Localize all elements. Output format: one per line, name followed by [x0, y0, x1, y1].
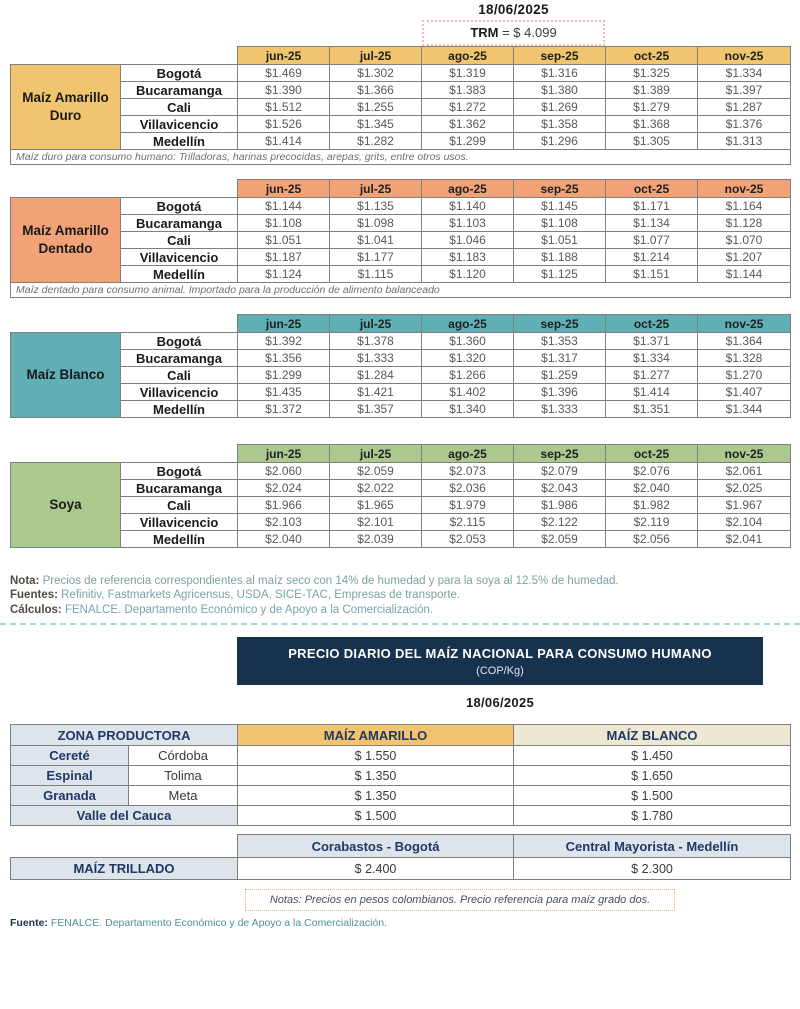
price-cell: $1.469 — [238, 65, 330, 82]
table-row — [11, 350, 791, 367]
price-cell: $1.128 — [698, 215, 791, 232]
department-cell: Meta — [129, 786, 238, 806]
trm-value: = $ 4.099 — [498, 25, 557, 40]
city-label: Bucaramanga — [121, 82, 238, 99]
month-header: ago-25 — [422, 47, 514, 65]
city-label: Cali — [121, 99, 238, 116]
price-cell: $1.125 — [514, 266, 606, 283]
price-cell: $1.317 — [514, 350, 606, 367]
trm-label: TRM — [470, 25, 499, 40]
price-cell: $1.364 — [698, 333, 791, 350]
daily-section-title-box — [237, 637, 763, 685]
note-label: Nota: — [10, 575, 40, 587]
price-cell: $2.076 — [606, 463, 698, 480]
table-soya — [10, 444, 800, 548]
zone-price-table — [10, 724, 791, 826]
note-label: Fuentes: — [10, 589, 58, 602]
maiz-blanco-header: MAÍZ BLANCO — [514, 725, 791, 746]
table-row — [11, 858, 791, 880]
commodity-table — [10, 179, 791, 298]
price-cell: $1.351 — [606, 401, 698, 418]
price-cell: $1.526 — [238, 116, 330, 133]
city-label: Cali — [121, 232, 238, 249]
price-cell: $1.362 — [422, 116, 514, 133]
price-cell: $2.059 — [330, 463, 422, 480]
source-line — [10, 917, 800, 929]
commodity-table — [10, 46, 791, 165]
price-cell: $1.051 — [514, 232, 606, 249]
price-cell: $1.967 — [698, 497, 791, 514]
price-cell: $1.287 — [698, 99, 791, 116]
bottom-note-box: Notas: Precios en pesos colombianos. Precio referencia para maíz grado dos. — [245, 889, 675, 911]
city-label: Bogotá — [121, 463, 238, 480]
price-cell: $2.059 — [514, 531, 606, 548]
month-header: jun-25 — [238, 47, 330, 65]
commodity-label: Maíz Blanco — [11, 333, 121, 418]
month-header-row — [11, 445, 791, 463]
price-cell: $ 2.300 — [514, 858, 791, 880]
trillado-price-table — [10, 834, 791, 880]
footnote-row — [11, 283, 791, 298]
table-maiz-amarillo-duro — [10, 46, 800, 165]
price-cell: $1.334 — [698, 65, 791, 82]
price-cell: $1.259 — [514, 367, 606, 384]
city-label: Villavicencio — [121, 116, 238, 133]
price-cell: $1.965 — [330, 497, 422, 514]
table-row — [11, 463, 791, 480]
price-cell: $2.061 — [698, 463, 791, 480]
month-header-row — [11, 315, 791, 333]
price-cell: $2.104 — [698, 514, 791, 531]
commodity-table — [10, 314, 791, 418]
table-row — [11, 215, 791, 232]
zone-table-header-row — [11, 725, 791, 746]
table-footnote: Maíz dentado para consumo animal. Importado para la producción de alimento balanceado — [11, 283, 791, 298]
table-row — [11, 232, 791, 249]
price-cell: $1.187 — [238, 249, 330, 266]
price-cell: $1.380 — [514, 82, 606, 99]
price-cell: $1.407 — [698, 384, 791, 401]
month-header: jul-25 — [330, 445, 422, 463]
price-cell: $1.041 — [330, 232, 422, 249]
month-header: jun-25 — [238, 180, 330, 198]
month-header: oct-25 — [606, 47, 698, 65]
price-cell: $1.345 — [330, 116, 422, 133]
city-label: Cali — [121, 497, 238, 514]
price-cell: $1.982 — [606, 497, 698, 514]
price-cell: $1.325 — [606, 65, 698, 82]
price-cell: $1.358 — [514, 116, 606, 133]
table-row — [11, 198, 791, 215]
month-header: jun-25 — [238, 445, 330, 463]
price-cell: $2.119 — [606, 514, 698, 531]
price-cell: $1.356 — [238, 350, 330, 367]
table-maiz-amarillo-dentado — [10, 179, 800, 298]
price-cell: $1.272 — [422, 99, 514, 116]
price-cell: $ 1.350 — [238, 766, 514, 786]
price-cell: $ 1.450 — [514, 746, 791, 766]
price-cell: $1.366 — [330, 82, 422, 99]
price-cell: $1.316 — [514, 65, 606, 82]
month-header: sep-25 — [514, 47, 606, 65]
price-cell: $1.414 — [238, 133, 330, 150]
table-row — [11, 531, 791, 548]
month-header: sep-25 — [514, 180, 606, 198]
note-line — [10, 603, 800, 617]
city-label: Bucaramanga — [121, 350, 238, 367]
price-cell: $1.389 — [606, 82, 698, 99]
spacer-cell — [121, 315, 238, 333]
price-cell: $1.103 — [422, 215, 514, 232]
price-cell: $1.378 — [330, 333, 422, 350]
price-cell: $1.145 — [514, 198, 606, 215]
note-label: Cálculos: — [10, 603, 62, 616]
price-cell: $1.284 — [330, 367, 422, 384]
price-cell: $1.414 — [606, 384, 698, 401]
price-cell: $1.344 — [698, 401, 791, 418]
price-cell: $ 1.500 — [514, 786, 791, 806]
source-text: FENALCE. Departamento Económico y de Apoyo a la Comercialización. — [50, 917, 388, 930]
price-cell: $1.214 — [606, 249, 698, 266]
maiz-trillado-label: MAÍZ TRILLADO — [11, 858, 238, 880]
price-cell: $ 2.400 — [238, 858, 514, 880]
month-header: nov-25 — [698, 47, 791, 65]
daily-date: 18/06/2025 — [465, 695, 535, 711]
spacer-cell — [11, 47, 121, 65]
price-cell: $1.115 — [330, 266, 422, 283]
notes-section — [10, 574, 800, 617]
price-cell: $1.299 — [238, 367, 330, 384]
price-cell: $1.171 — [606, 198, 698, 215]
price-cell: $2.056 — [606, 531, 698, 548]
price-cell: $1.134 — [606, 215, 698, 232]
city-label: Bogotá — [121, 198, 238, 215]
price-cell: $1.299 — [422, 133, 514, 150]
city-label: Cali — [121, 367, 238, 384]
daily-date-wrap — [237, 694, 763, 712]
city-label: Medellín — [121, 133, 238, 150]
table-footnote: Maíz duro para consumo humano: Trilladoras, harinas precocidas, arepas, grits, entre otros usos. — [11, 150, 791, 165]
table-row — [11, 99, 791, 116]
table-row — [11, 116, 791, 133]
price-cell: $2.036 — [422, 480, 514, 497]
price-cell: $1.383 — [422, 82, 514, 99]
price-cell: $1.151 — [606, 266, 698, 283]
price-cell: $2.115 — [422, 514, 514, 531]
price-cell: $ 1.780 — [514, 806, 791, 826]
report-header — [237, 0, 790, 46]
table-maiz-blanco — [10, 314, 800, 418]
price-cell: $1.207 — [698, 249, 791, 266]
city-label: Bogotá — [121, 333, 238, 350]
price-cell: $2.122 — [514, 514, 606, 531]
note-text: Precios de referencia correspondientes al maíz seco con 14% de humedad y para la soya al 12.5% de humedad. — [42, 575, 619, 587]
table-row — [11, 480, 791, 497]
city-label: Medellín — [121, 531, 238, 548]
price-cell: $2.022 — [330, 480, 422, 497]
table-row — [11, 786, 791, 806]
report-date: 18/06/2025 — [478, 2, 549, 17]
month-header: sep-25 — [514, 315, 606, 333]
price-cell: $1.266 — [422, 367, 514, 384]
price-cell: $1.986 — [514, 497, 606, 514]
month-header: oct-25 — [606, 180, 698, 198]
price-cell: $2.040 — [238, 531, 330, 548]
month-header: ago-25 — [422, 445, 514, 463]
footnote-row — [11, 150, 791, 165]
spacer-cell — [121, 180, 238, 198]
note-text: FENALCE. Departamento Económico y de Apoyo a la Comercialización. — [64, 603, 434, 616]
price-cell: $1.333 — [330, 350, 422, 367]
price-cell: $1.108 — [514, 215, 606, 232]
price-cell: $1.255 — [330, 99, 422, 116]
commodity-label: Maíz Amarillo Duro — [11, 65, 121, 150]
month-header: ago-25 — [422, 315, 514, 333]
department-cell: Tolima — [129, 766, 238, 786]
price-cell: $1.140 — [422, 198, 514, 215]
note-text: Refinitiv, Fastmarkets Agricensus, USDA, SICE-TAC, Empresas de transporte. — [61, 589, 461, 602]
price-cell: $ 1.500 — [238, 806, 514, 826]
price-cell: $1.269 — [514, 99, 606, 116]
price-cell: $1.357 — [330, 401, 422, 418]
price-cell: $2.039 — [330, 531, 422, 548]
zone-cell: Cereté — [11, 746, 129, 766]
month-header: nov-25 — [698, 180, 791, 198]
daily-section-title: PRECIO DIARIO DEL MAÍZ NACIONAL PARA CONSUMO HUMANO — [288, 646, 712, 662]
spacer-cell — [121, 47, 238, 65]
price-cell: $2.079 — [514, 463, 606, 480]
price-cell: $1.320 — [422, 350, 514, 367]
table-row — [11, 82, 791, 99]
price-cell: $1.277 — [606, 367, 698, 384]
price-cell: $1.372 — [238, 401, 330, 418]
commodity-table — [10, 444, 791, 548]
price-cell: $1.390 — [238, 82, 330, 99]
price-cell: $1.177 — [330, 249, 422, 266]
price-cell: $1.282 — [330, 133, 422, 150]
price-cell: $ 1.550 — [238, 746, 514, 766]
price-cell: $2.060 — [238, 463, 330, 480]
price-cell: $1.046 — [422, 232, 514, 249]
price-cell: $1.183 — [422, 249, 514, 266]
zone-header: ZONA PRODUCTORA — [11, 725, 238, 746]
price-cell: $1.144 — [698, 266, 791, 283]
table-row — [11, 514, 791, 531]
month-header: jul-25 — [330, 180, 422, 198]
price-cell: $1.333 — [514, 401, 606, 418]
price-cell: $1.353 — [514, 333, 606, 350]
price-cell: $1.144 — [238, 198, 330, 215]
zone-cell: Espinal — [11, 766, 129, 786]
price-cell: $ 1.650 — [514, 766, 791, 786]
note-line — [10, 588, 800, 602]
city-label: Villavicencio — [121, 249, 238, 266]
month-header: jun-25 — [238, 315, 330, 333]
price-cell: $1.164 — [698, 198, 791, 215]
source-label: Fuente: — [10, 917, 48, 930]
city-label: Medellín — [121, 266, 238, 283]
price-cell: $1.070 — [698, 232, 791, 249]
dashed-divider — [0, 623, 800, 625]
month-header: oct-25 — [606, 315, 698, 333]
price-cell: $1.124 — [238, 266, 330, 283]
month-header-row — [11, 180, 791, 198]
price-cell: $1.302 — [330, 65, 422, 82]
price-cell: $1.435 — [238, 384, 330, 401]
price-cell: $1.305 — [606, 133, 698, 150]
price-cell: $1.421 — [330, 384, 422, 401]
price-cell: $1.392 — [238, 333, 330, 350]
price-cell: $1.376 — [698, 116, 791, 133]
price-cell: $1.120 — [422, 266, 514, 283]
price-cell: $1.512 — [238, 99, 330, 116]
corabastos-header: Corabastos - Bogotá — [238, 835, 514, 858]
month-header: nov-25 — [698, 315, 791, 333]
price-cell: $1.296 — [514, 133, 606, 150]
trm-box — [422, 20, 604, 46]
table-row — [11, 384, 791, 401]
price-cell: $2.101 — [330, 514, 422, 531]
month-header: jul-25 — [330, 47, 422, 65]
month-header: sep-25 — [514, 445, 606, 463]
commodity-label: Maíz Amarillo Dentado — [11, 198, 121, 283]
month-header: jul-25 — [330, 315, 422, 333]
price-cell: $1.979 — [422, 497, 514, 514]
price-cell: $1.108 — [238, 215, 330, 232]
table-row — [11, 746, 791, 766]
city-label: Bucaramanga — [121, 480, 238, 497]
price-cell: $1.360 — [422, 333, 514, 350]
price-cell: $1.966 — [238, 497, 330, 514]
price-cell: $2.103 — [238, 514, 330, 531]
table-row — [11, 367, 791, 384]
daily-section-subtitle: (COP/Kg) — [476, 665, 524, 678]
city-label: Medellín — [121, 401, 238, 418]
price-cell: $1.188 — [514, 249, 606, 266]
zone-cell: Valle del Cauca — [11, 806, 238, 826]
price-cell: $1.279 — [606, 99, 698, 116]
table-row — [11, 65, 791, 82]
note-line — [10, 574, 800, 588]
price-cell: $1.319 — [422, 65, 514, 82]
price-cell: $1.077 — [606, 232, 698, 249]
price-cell: $1.051 — [238, 232, 330, 249]
price-cell: $1.270 — [698, 367, 791, 384]
price-cell: $1.371 — [606, 333, 698, 350]
price-cell: $1.135 — [330, 198, 422, 215]
table-row — [11, 766, 791, 786]
price-cell: $1.334 — [606, 350, 698, 367]
price-cell: $2.041 — [698, 531, 791, 548]
price-cell: $2.053 — [422, 531, 514, 548]
price-cell: $1.328 — [698, 350, 791, 367]
price-cell: $1.396 — [514, 384, 606, 401]
city-label: Bogotá — [121, 65, 238, 82]
city-label: Bucaramanga — [121, 215, 238, 232]
department-cell: Córdoba — [129, 746, 238, 766]
table-row — [11, 401, 791, 418]
month-header-row — [11, 47, 791, 65]
price-cell: $2.043 — [514, 480, 606, 497]
city-label: Villavicencio — [121, 514, 238, 531]
spacer-cell — [11, 835, 238, 858]
table-row — [11, 497, 791, 514]
commodity-label: Soya — [11, 463, 121, 548]
table-row — [11, 133, 791, 150]
maiz-amarillo-header: MAÍZ AMARILLO — [238, 725, 514, 746]
spacer-cell — [11, 445, 121, 463]
spacer-cell — [11, 315, 121, 333]
trillado-header-row — [11, 835, 791, 858]
price-cell: $2.040 — [606, 480, 698, 497]
month-header: oct-25 — [606, 445, 698, 463]
central-mayorista-header: Central Mayorista - Medellín — [514, 835, 791, 858]
city-label: Villavicencio — [121, 384, 238, 401]
table-row — [11, 266, 791, 283]
price-cell: $1.340 — [422, 401, 514, 418]
price-cell: $1.313 — [698, 133, 791, 150]
table-row — [11, 333, 791, 350]
zone-cell: Granada — [11, 786, 129, 806]
spacer-cell — [11, 180, 121, 198]
month-header: nov-25 — [698, 445, 791, 463]
table-row — [11, 806, 791, 826]
spacer-cell — [121, 445, 238, 463]
price-cell: $1.397 — [698, 82, 791, 99]
table-row — [11, 249, 791, 266]
price-cell: $1.402 — [422, 384, 514, 401]
price-cell: $2.024 — [238, 480, 330, 497]
price-cell: $1.098 — [330, 215, 422, 232]
price-cell: $1.368 — [606, 116, 698, 133]
price-cell: $ 1.350 — [238, 786, 514, 806]
month-header: ago-25 — [422, 180, 514, 198]
price-cell: $2.073 — [422, 463, 514, 480]
price-cell: $2.025 — [698, 480, 791, 497]
